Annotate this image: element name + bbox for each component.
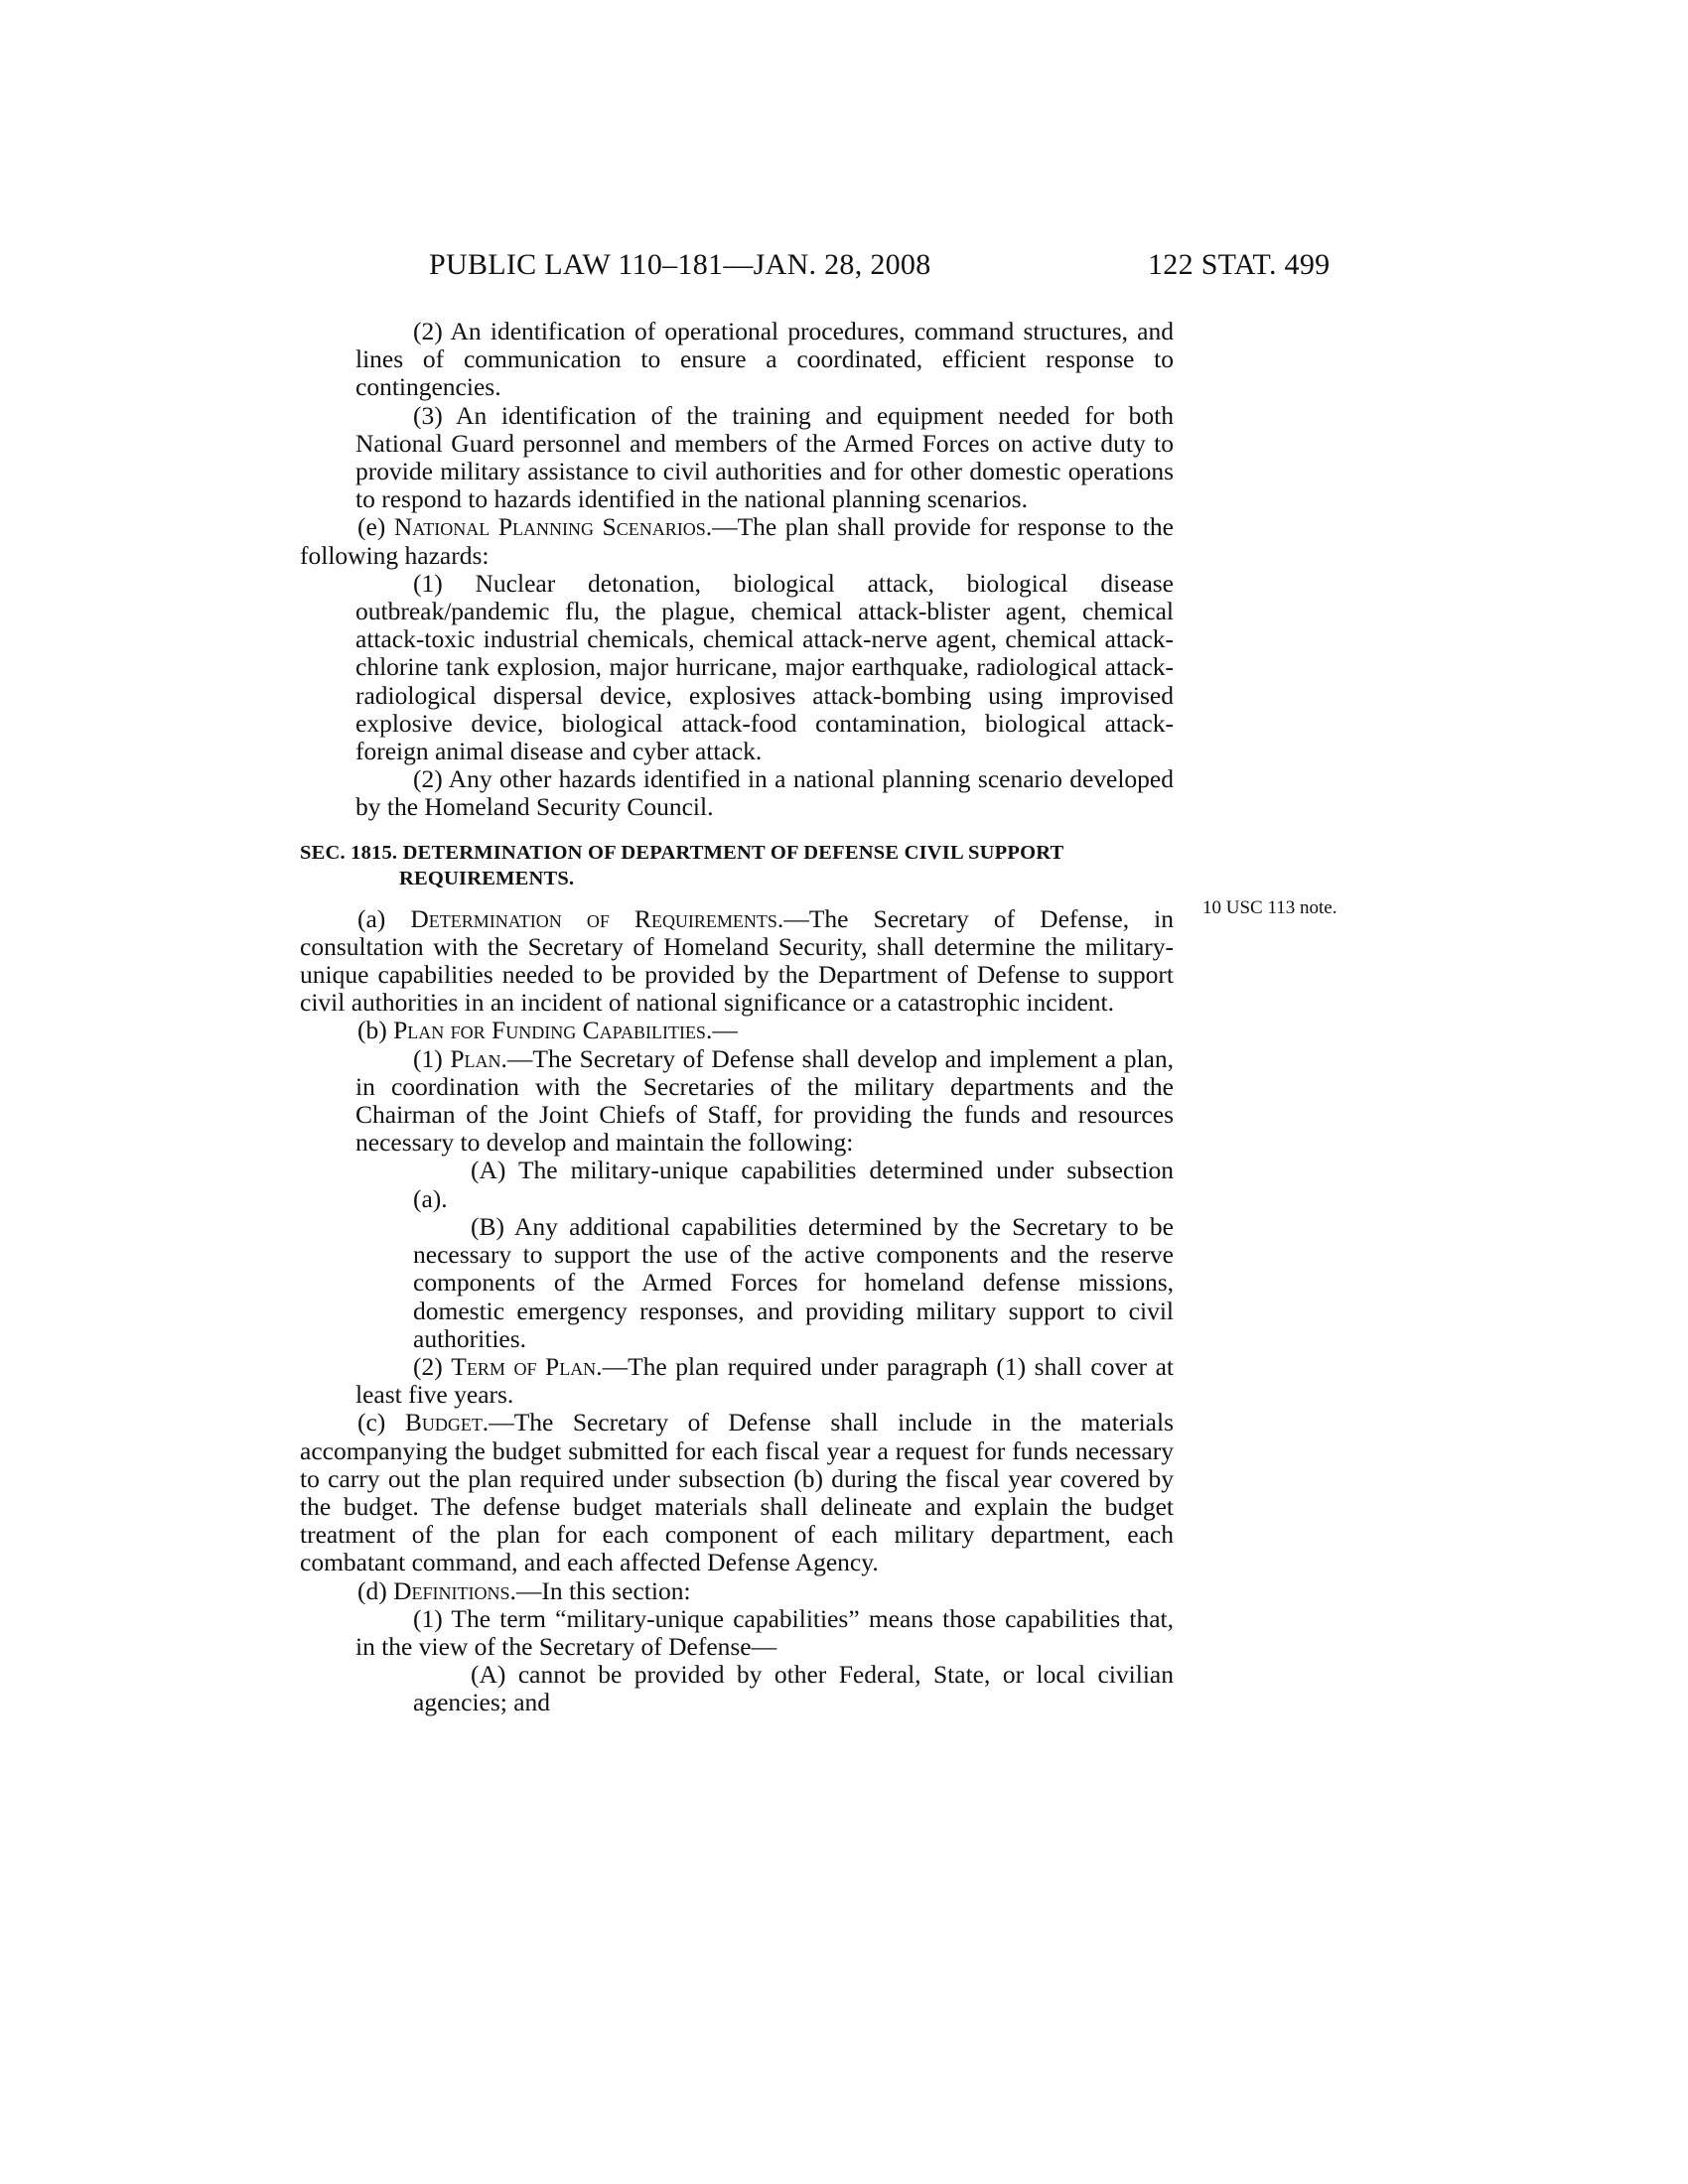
- paragraph-d2: (2) An identification of operational procedures, command structures, and lines of communication to ensure a coordinated, efficient response to contingencies.: [355, 317, 1174, 402]
- margin-note: 10 USC 113 note.: [1202, 897, 1337, 918]
- paragraph-b-label: (b): [357, 1016, 387, 1045]
- paragraph-b-heading: Plan for Funding Capabilities.: [393, 1016, 713, 1045]
- paragraph-c-label: (c): [357, 1408, 386, 1437]
- paragraph-a: [300, 905, 1174, 1018]
- statute-page-number: 122 STAT. 499: [1148, 248, 1331, 281]
- paragraph-e1: (1) Nuclear detonation, biological attack, biological disease outbreak/pandemic flu, the plague, chemical attack-blister agent, chemical attack-toxic industrial chemicals, chemical attack-nerve agent, chemical attack-chlorine tank explosion, major hurricane, major earthquake, radiological attack-radiological dispersal device, explosives attack-bombing using improvised explosive device, biological attack-food contamination, biological attack-foreign animal disease and cyber attack.: [355, 568, 1174, 766]
- paragraph-b1-text: —The Secretary of Defense shall develop and implement a plan, in coordination with the Secretaries of the military departments and the Chairman of the Joint Chiefs of Staff, for providing the funds and resources necessary to develop and maintain the following:: [355, 1043, 1174, 1158]
- paragraph-dd-label: (d): [357, 1575, 387, 1605]
- paragraph-d-definitions: [300, 1577, 1174, 1605]
- paragraph-b: [300, 1017, 1174, 1044]
- paragraph-a-label: (a): [357, 903, 386, 933]
- paragraph-a-text: —The Secretary of Defense, in consultation with the Secretary of Homeland Security, shall determine the military-unique capabilities needed to be provided by the Department of Defense to support civil authorities in an incident of national significance or a catastrophic incident.: [300, 903, 1174, 1018]
- running-head-title: PUBLIC LAW 110–181—JAN. 28, 2008: [429, 248, 931, 281]
- paragraph-dd1: (1) The term “military-unique capabilities” means those capabilities that, in the view of the Secretary of Defense—: [355, 1603, 1174, 1661]
- paragraph-dd1A: (A) cannot be provided by other Federal, State, or local civilian agencies; and: [413, 1660, 1174, 1717]
- paragraph-b2-text: —The plan required under paragraph (1) shall cover at least five years.: [355, 1351, 1174, 1410]
- document-body: [300, 318, 1174, 1717]
- paragraph-b1A: (A) The military-unique capabilities determined under subsection (a).: [413, 1156, 1174, 1213]
- paragraph-b2: [300, 1353, 1174, 1409]
- paragraph-d3: (3) An identification of the training and equipment needed for both National Guard personnel and members of the Armed Forces on active duty to provide military assistance to civil authorities and for other domestic operations to respond to hazards identified in the national planning scenarios.: [355, 400, 1174, 514]
- paragraph-b-text: —: [712, 1016, 738, 1045]
- paragraph-b1-label: (1): [413, 1043, 443, 1073]
- paragraph-dd-heading: Definitions.: [393, 1575, 516, 1605]
- paragraph-b2-heading: Term of Plan.: [451, 1351, 603, 1381]
- paragraph-e2: (2) Any other hazards identified in a national planning scenario developed by the Homeland Security Council.: [355, 764, 1174, 822]
- section-heading: SEC. 1815. DETERMINATION OF DEPARTMENT OF DEFENSE CIVIL SUPPORT REQUIREMENTS.: [300, 841, 1063, 889]
- paragraph-e: [300, 513, 1174, 569]
- paragraph-c-text: —The Secretary of Defense shall include in the materials accompanying the budget submitted for each fiscal year a request for funds necessary to carry out the plan required under subsection (b) during the fiscal year covered by the budget. The defense budget materials shall delineate and explain the budget treatment of the plan for each component of each military department, each combatant command, and each affected Defense Agency.: [300, 1408, 1175, 1577]
- paragraph-c-heading: Budget.: [404, 1408, 490, 1437]
- paragraph-e-label: (e): [357, 512, 386, 542]
- paragraph-b1B: (B) Any additional capabilities determined by the Secretary to be necessary to support the use of the active components and the reserve components of the Armed Forces for homeland defense missions, domestic emergency responses, and providing military support to civil authorities.: [413, 1211, 1174, 1353]
- page-header: [0, 248, 1688, 288]
- paragraph-b2-label: (2): [413, 1351, 443, 1381]
- paragraph-b1-heading: Plan.: [450, 1043, 507, 1073]
- paragraph-a-heading: Determination of Requirements.: [410, 903, 784, 933]
- paragraph-c: [300, 1409, 1174, 1576]
- paragraph-e-text: —The plan shall provide for response to the following hazards:: [300, 512, 1174, 570]
- paragraph-b1: [300, 1045, 1174, 1158]
- paragraph-e-heading: National Planning Scenarios.: [393, 512, 713, 542]
- paragraph-dd-text: —In this section:: [515, 1575, 691, 1605]
